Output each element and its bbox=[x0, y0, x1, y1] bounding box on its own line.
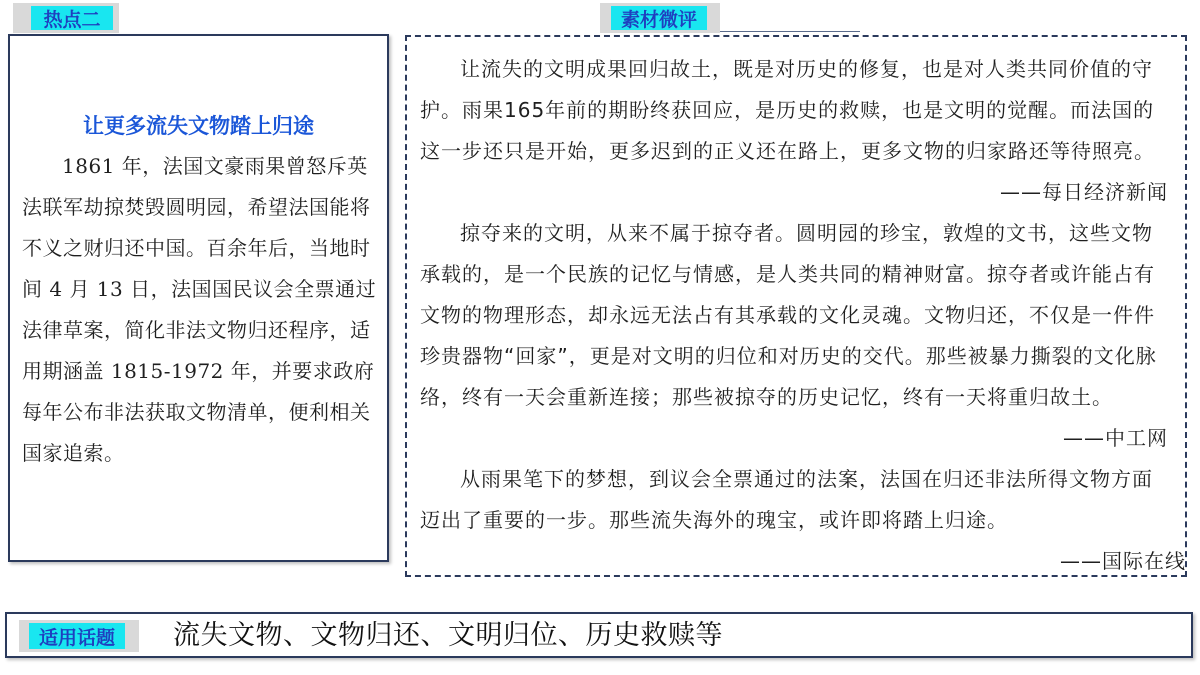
material-review-tag-label: 素材微评 bbox=[611, 6, 707, 30]
topic-bar bbox=[5, 612, 1193, 658]
commentary-source-3: ——国际在线 bbox=[1060, 549, 1186, 573]
commentary-paragraph-2: 掠夺来的文明，从来不属于掠夺者。圆明园的珍宝，敦煌的文书，这些文物承载的，是一个民族的记忆与情感，是人类共同的精神财富。掠夺者或许能占有文物的物理形态，却永远无法占有其承载的文化灵魂。文物归还，不仅是一件件珍贵器物“回家”，更是对文明的归位和对历史的交代。那些被暴力撕裂的文化脉络，终有一天会重新连接；那些被掠夺的历史记忆，终有一天将重归故土。 bbox=[420, 221, 1157, 409]
commentary-paragraph-1: 让流失的文明成果回归故土，既是对历史的修复，也是对人类共同价值的守护。雨果165年前的期盼终获回应，是历史的救赎，也是文明的觉醒。而法国的这一步还只是开始，更多迟到的正义还在路上，更多文物的归家路还等待照亮。 bbox=[420, 57, 1155, 163]
commentary-paragraph-3: 从雨果笔下的梦想，到议会全票通过的法案，法国在归还非法所得文物方面迈出了重要的一步。那些流失海外的瑰宝，或许即将踏上归途。 bbox=[420, 467, 1153, 532]
commentary-source-1: ——每日经济新闻 bbox=[1000, 180, 1168, 204]
topic-tag bbox=[19, 620, 139, 652]
commentary-panel bbox=[405, 35, 1187, 577]
hotspot-tag bbox=[13, 3, 119, 33]
news-body bbox=[22, 146, 388, 474]
tag-underline bbox=[720, 31, 860, 32]
material-review-tag bbox=[600, 3, 720, 33]
news-paragraph: 1861 年，法国文豪雨果曾怒斥英法联军劫掠焚毁圆明园，希望法国能将不义之财归还中国。百余年后，当地时间 4 月 13 日，法国国民议会全票通过法律草案，简化非法文物归还程序，适用期涵盖 1815-1972 年，并要求政府每年公布非法获取文物清单，便利相关国家追索。 bbox=[22, 154, 377, 465]
commentary-body bbox=[420, 49, 1186, 582]
news-title: 让更多流失文物踏上归途 bbox=[83, 114, 314, 138]
news-panel bbox=[8, 34, 389, 562]
hotspot-tag-label: 热点二 bbox=[31, 6, 113, 30]
topic-text: 流失文物、文物归还、文明归位、历史救赎等 bbox=[173, 620, 723, 651]
commentary-source-2: ——中工网 bbox=[1063, 426, 1168, 450]
topic-tag-label: 适用话题 bbox=[29, 623, 125, 649]
